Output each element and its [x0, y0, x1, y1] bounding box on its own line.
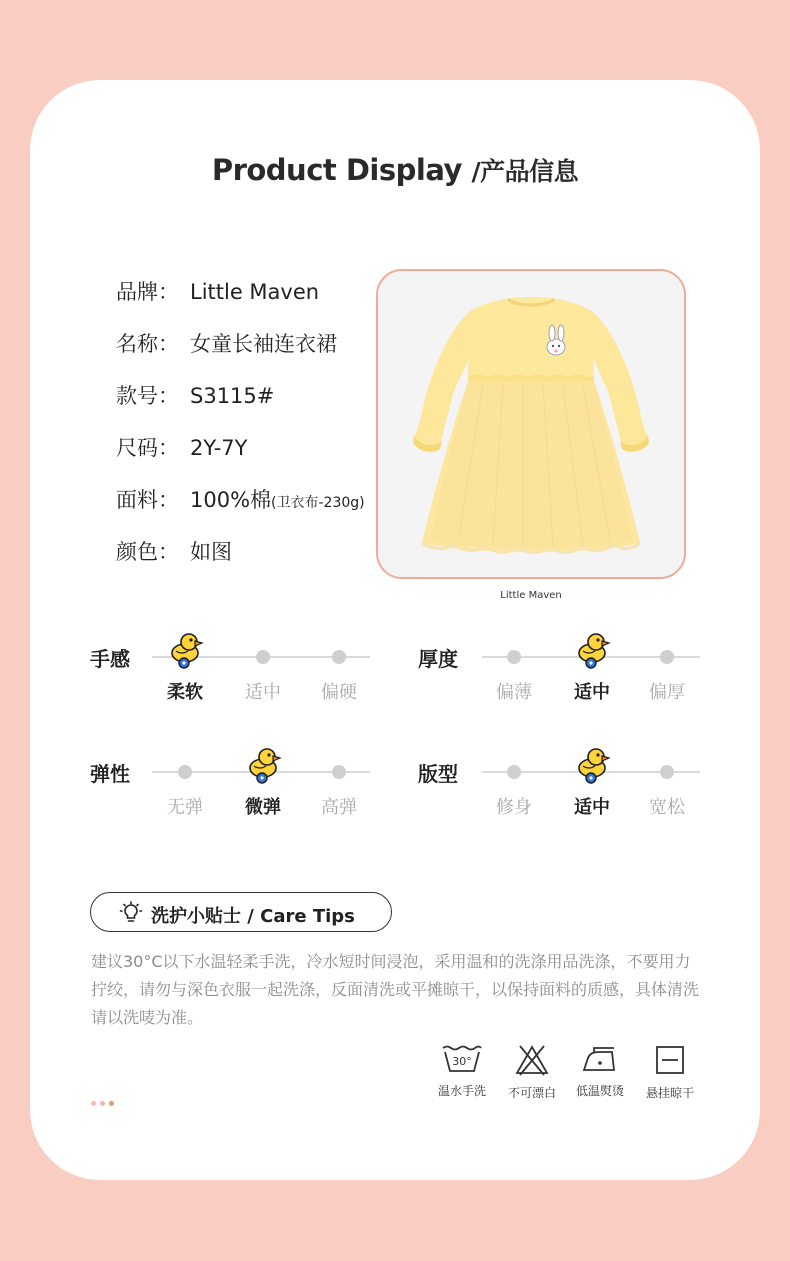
- scale-dot: [660, 650, 674, 664]
- scale-option: 宽松: [649, 797, 685, 818]
- scale-option: 柔软: [167, 682, 203, 703]
- info-label: 名称：: [116, 332, 179, 356]
- info-row-brand: [116, 276, 319, 306]
- title-separator: /: [471, 157, 481, 186]
- title-sub: 产品信息: [480, 157, 579, 186]
- page-dot: [100, 1101, 105, 1106]
- wash-temp-badge: 30°: [452, 1055, 472, 1068]
- scale-option: 偏厚: [649, 682, 685, 703]
- info-value: 2Y-7Y: [190, 436, 248, 460]
- attribute-label: 手感: [90, 647, 130, 671]
- scale-dot: [332, 650, 346, 664]
- product-photo: [376, 269, 686, 579]
- hang-dry-icon: [654, 1044, 686, 1076]
- lightbulb-icon: [119, 901, 143, 925]
- info-row-size: [116, 432, 247, 462]
- info-row-fabric: [116, 484, 365, 514]
- scale-option: 偏硬: [321, 682, 357, 703]
- attribute-label: 弹性: [90, 762, 130, 786]
- scale-option: 微弹: [245, 797, 281, 818]
- scale-option: 高弹: [321, 797, 357, 818]
- info-label: 尺码：: [116, 436, 179, 460]
- care-low-iron: [568, 1044, 632, 1099]
- care-no-bleach: [500, 1044, 564, 1101]
- info-row-style-no: [116, 380, 274, 410]
- scale-dot: [507, 765, 521, 779]
- duck-marker-icon: [168, 631, 204, 669]
- care-tips-heading: [90, 892, 392, 932]
- care-tips-body: 建议30°C以下水温轻柔手洗，冷水短时间浸泡，采用温和的洗涤用品洗涤，不要用力拧绞，请勿与深色衣服一起洗涤，反面清洗或平摊晾干，以保持面料的质感，具体清洗请以洗唛为准。: [91, 952, 700, 1027]
- info-value: 如图: [190, 540, 232, 564]
- care-label: 低温熨烫: [575, 1084, 624, 1098]
- scale-option: 适中: [574, 797, 610, 818]
- info-value: 女童长袖连衣裙: [190, 332, 337, 356]
- info-row-name: [116, 328, 337, 358]
- page-dot: [109, 1101, 114, 1106]
- care-label: 温水手洗: [437, 1084, 486, 1098]
- scale-dot: [256, 650, 270, 664]
- info-label: 品牌：: [116, 280, 179, 304]
- title-main: Product Display: [211, 153, 462, 187]
- scale-option: 适中: [245, 682, 281, 703]
- care-hand-wash: [430, 1044, 494, 1099]
- dress-illustration: [378, 271, 684, 577]
- page-dot: [91, 1101, 96, 1106]
- scale-dot: [332, 765, 346, 779]
- scale-option: 修身: [496, 797, 532, 818]
- hand-wash-30-icon: [441, 1044, 483, 1074]
- duck-marker-icon: [246, 746, 282, 784]
- care-label: 悬挂晾干: [645, 1086, 694, 1100]
- photo-caption: Little Maven: [500, 590, 562, 601]
- care-label: 不可漂白: [507, 1086, 556, 1100]
- attribute-label: 厚度: [418, 647, 458, 671]
- info-label: 面料：: [116, 488, 179, 512]
- scale-dot: [178, 765, 192, 779]
- info-value: S3115#: [190, 384, 275, 408]
- pagination-dots: [91, 1091, 118, 1110]
- scale-option: 适中: [574, 682, 610, 703]
- info-value: Little Maven: [190, 280, 320, 304]
- scale-option: 偏薄: [496, 682, 532, 703]
- low-iron-icon: [580, 1044, 620, 1074]
- info-label: 颜色：: [116, 540, 179, 564]
- info-value: 100%棉: [190, 488, 272, 512]
- attribute-label: 版型: [418, 762, 458, 786]
- info-row-color: [116, 536, 232, 566]
- care-hang-dry: [638, 1044, 702, 1101]
- scale-dot: [507, 650, 521, 664]
- scale-option: 无弹: [167, 797, 203, 818]
- care-tips-title: 洗护小贴士 / Care Tips: [151, 906, 355, 927]
- duck-marker-icon: [575, 746, 611, 784]
- scale-dot: [660, 765, 674, 779]
- duck-marker-icon: [575, 631, 611, 669]
- info-label: 款号：: [116, 384, 179, 408]
- no-bleach-icon: [514, 1044, 550, 1076]
- page-title: [0, 152, 790, 188]
- info-note: (卫衣布-230g): [271, 495, 365, 511]
